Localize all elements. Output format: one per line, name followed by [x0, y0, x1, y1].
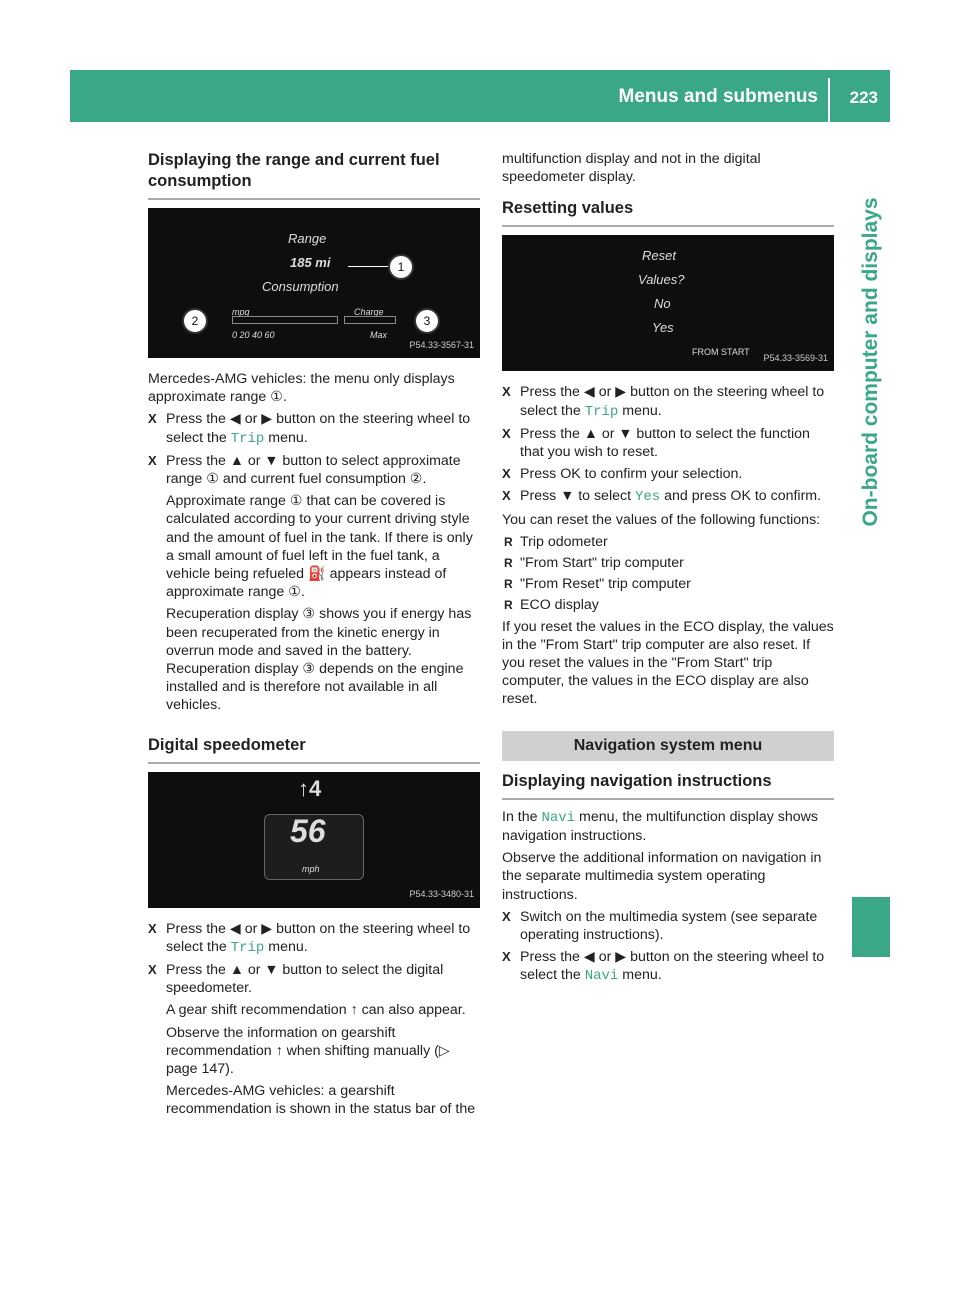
fig-charge: Charge	[354, 307, 384, 317]
p-eco: If you reset the values in the ECO display, the values in the "From Start" trip computer are also reset. If you reset the values in the "From Start" trip computer, the values in the ECO display are also reset.	[502, 618, 834, 708]
step-select-range: X Press the ▲ or ▼ button to select approximate range ① and current fuel consumption ②. Approximate range ① that can be covered is calculated according to your current driving style and the amount of fuel in the tank. If there is only a small amount of fuel left in the fuel tank, a vehicle being refueled ⛽ appears instead of approximate range ①. Recuperation display ③ shows you if energy has been recuperated from the kinetic energy in overrun mode and saved in the battery. Recuperation display ③ depends on the engine installed and is therefore not available in all vehicles.	[148, 452, 480, 715]
header-separator	[828, 78, 830, 122]
step-select-trip-2: X Press the ◀ or ▶ button on the steering wheel to select the Trip menu.	[148, 920, 480, 957]
step-select-speedo: X Press the ▲ or ▼ button to select the digital speedometer. A gear shift recommendation ↑ can also appear. Observe the information on gearshift recommendation ↑ when shifting manually (▷ page 147). Mercedes-AMG vehicles: a gearshift recommendation is shown in the status bar of the	[148, 961, 480, 1119]
fig3-code: P54.33-3569-31	[763, 353, 828, 364]
p-amg-range: Mercedes-AMG vehicles: the menu only displays approximate range ①.	[148, 371, 455, 406]
reset-image	[502, 235, 834, 371]
side-tab-label: On-board computer and displays	[859, 197, 882, 527]
p-nav-1: In the Navi menu, the multifunction display shows navigation instructions.	[502, 808, 818, 845]
callout-1: 1	[388, 254, 414, 280]
step-reset-trip: X Press the ◀ or ▶ button on the steering wheel to select the Trip menu.	[502, 383, 834, 420]
fig-speed: 56	[290, 812, 326, 849]
step-select-navi: X Press the ◀ or ▶ button on the steering wheel to select the Navi menu.	[502, 948, 834, 985]
heading-reset: Resetting values	[502, 198, 834, 227]
callout-line-1	[348, 266, 388, 267]
fig-max: Max	[370, 330, 388, 340]
bullet-2: R "From Start" trip computer	[504, 555, 684, 572]
heading-speedometer: Digital speedometer	[148, 735, 480, 764]
fig-ticks: 0 20 40 60	[232, 330, 275, 340]
menu-trip-2: Trip	[230, 939, 265, 956]
speedometer-image	[148, 772, 480, 908]
range-display-image	[148, 208, 480, 358]
menu-navi: Navi	[541, 809, 576, 826]
p-continued: multifunction display and not in the digital speedometer display.	[502, 151, 761, 186]
heading-range: Displaying the range and current fuel consumption	[148, 150, 480, 200]
menu-trip-3: Trip	[584, 403, 619, 420]
fig-reset: Reset	[642, 248, 676, 264]
step-switch-on: X Switch on the multimedia system (see separate operating instructions).	[502, 908, 834, 944]
p-can-reset: You can reset the values of the following functions:	[502, 511, 821, 528]
fig-from-start: FROM START	[692, 347, 750, 358]
fig2-code: P54.33-3480-31	[409, 889, 474, 900]
step-reset-yes: X Press ▼ to select Yes and press OK to confirm.	[502, 487, 834, 506]
side-marker	[852, 897, 890, 957]
p-nav-2: Observe the additional information on navigation in the separate multimedia system operating instructions.	[502, 850, 822, 903]
fig-consumption: Consumption	[262, 279, 339, 294]
page-header	[70, 70, 890, 122]
section-bar-navigation: Navigation system menu	[502, 731, 834, 761]
step-select-trip: X Press the ◀ or ▶ button on the steering wheel to select the Trip menu.	[148, 410, 480, 447]
fig-values: Values?	[638, 272, 685, 288]
fig-range-value: 185 mi	[290, 255, 331, 270]
option-yes: Yes	[634, 489, 661, 506]
callout-3: 3	[414, 308, 440, 334]
side-tab	[852, 122, 890, 602]
fig-gear: ↑4	[298, 775, 322, 801]
fig-charge-bar	[344, 316, 396, 324]
bullet-3: R "From Reset" trip computer	[504, 576, 691, 593]
fig-no: No	[654, 296, 671, 312]
fig-fuel-bar	[232, 316, 338, 324]
page-number: 223	[849, 88, 878, 107]
fig-mpg: mpg	[232, 307, 250, 317]
bullet-1: R Trip odometer	[504, 533, 608, 550]
menu-navi-2: Navi	[584, 968, 619, 985]
bullet-4: R ECO display	[504, 597, 599, 614]
fig-range-label: Range	[288, 231, 327, 246]
callout-2: 2	[182, 308, 208, 334]
fig1-code: P54.33-3567-31	[409, 339, 474, 350]
step-reset-function: X Press the ▲ or ▼ button to select the function that you wish to reset.	[502, 425, 834, 461]
header-title: Menus and submenus	[618, 86, 818, 107]
step-reset-ok: X Press OK to confirm your selection.	[502, 465, 834, 483]
heading-nav: Displaying navigation instructions	[502, 771, 834, 800]
menu-trip: Trip	[230, 430, 265, 447]
fig-yes: Yes	[652, 320, 674, 336]
left-column	[148, 150, 480, 1123]
right-column	[502, 150, 834, 990]
fig-unit: mph	[302, 863, 320, 874]
